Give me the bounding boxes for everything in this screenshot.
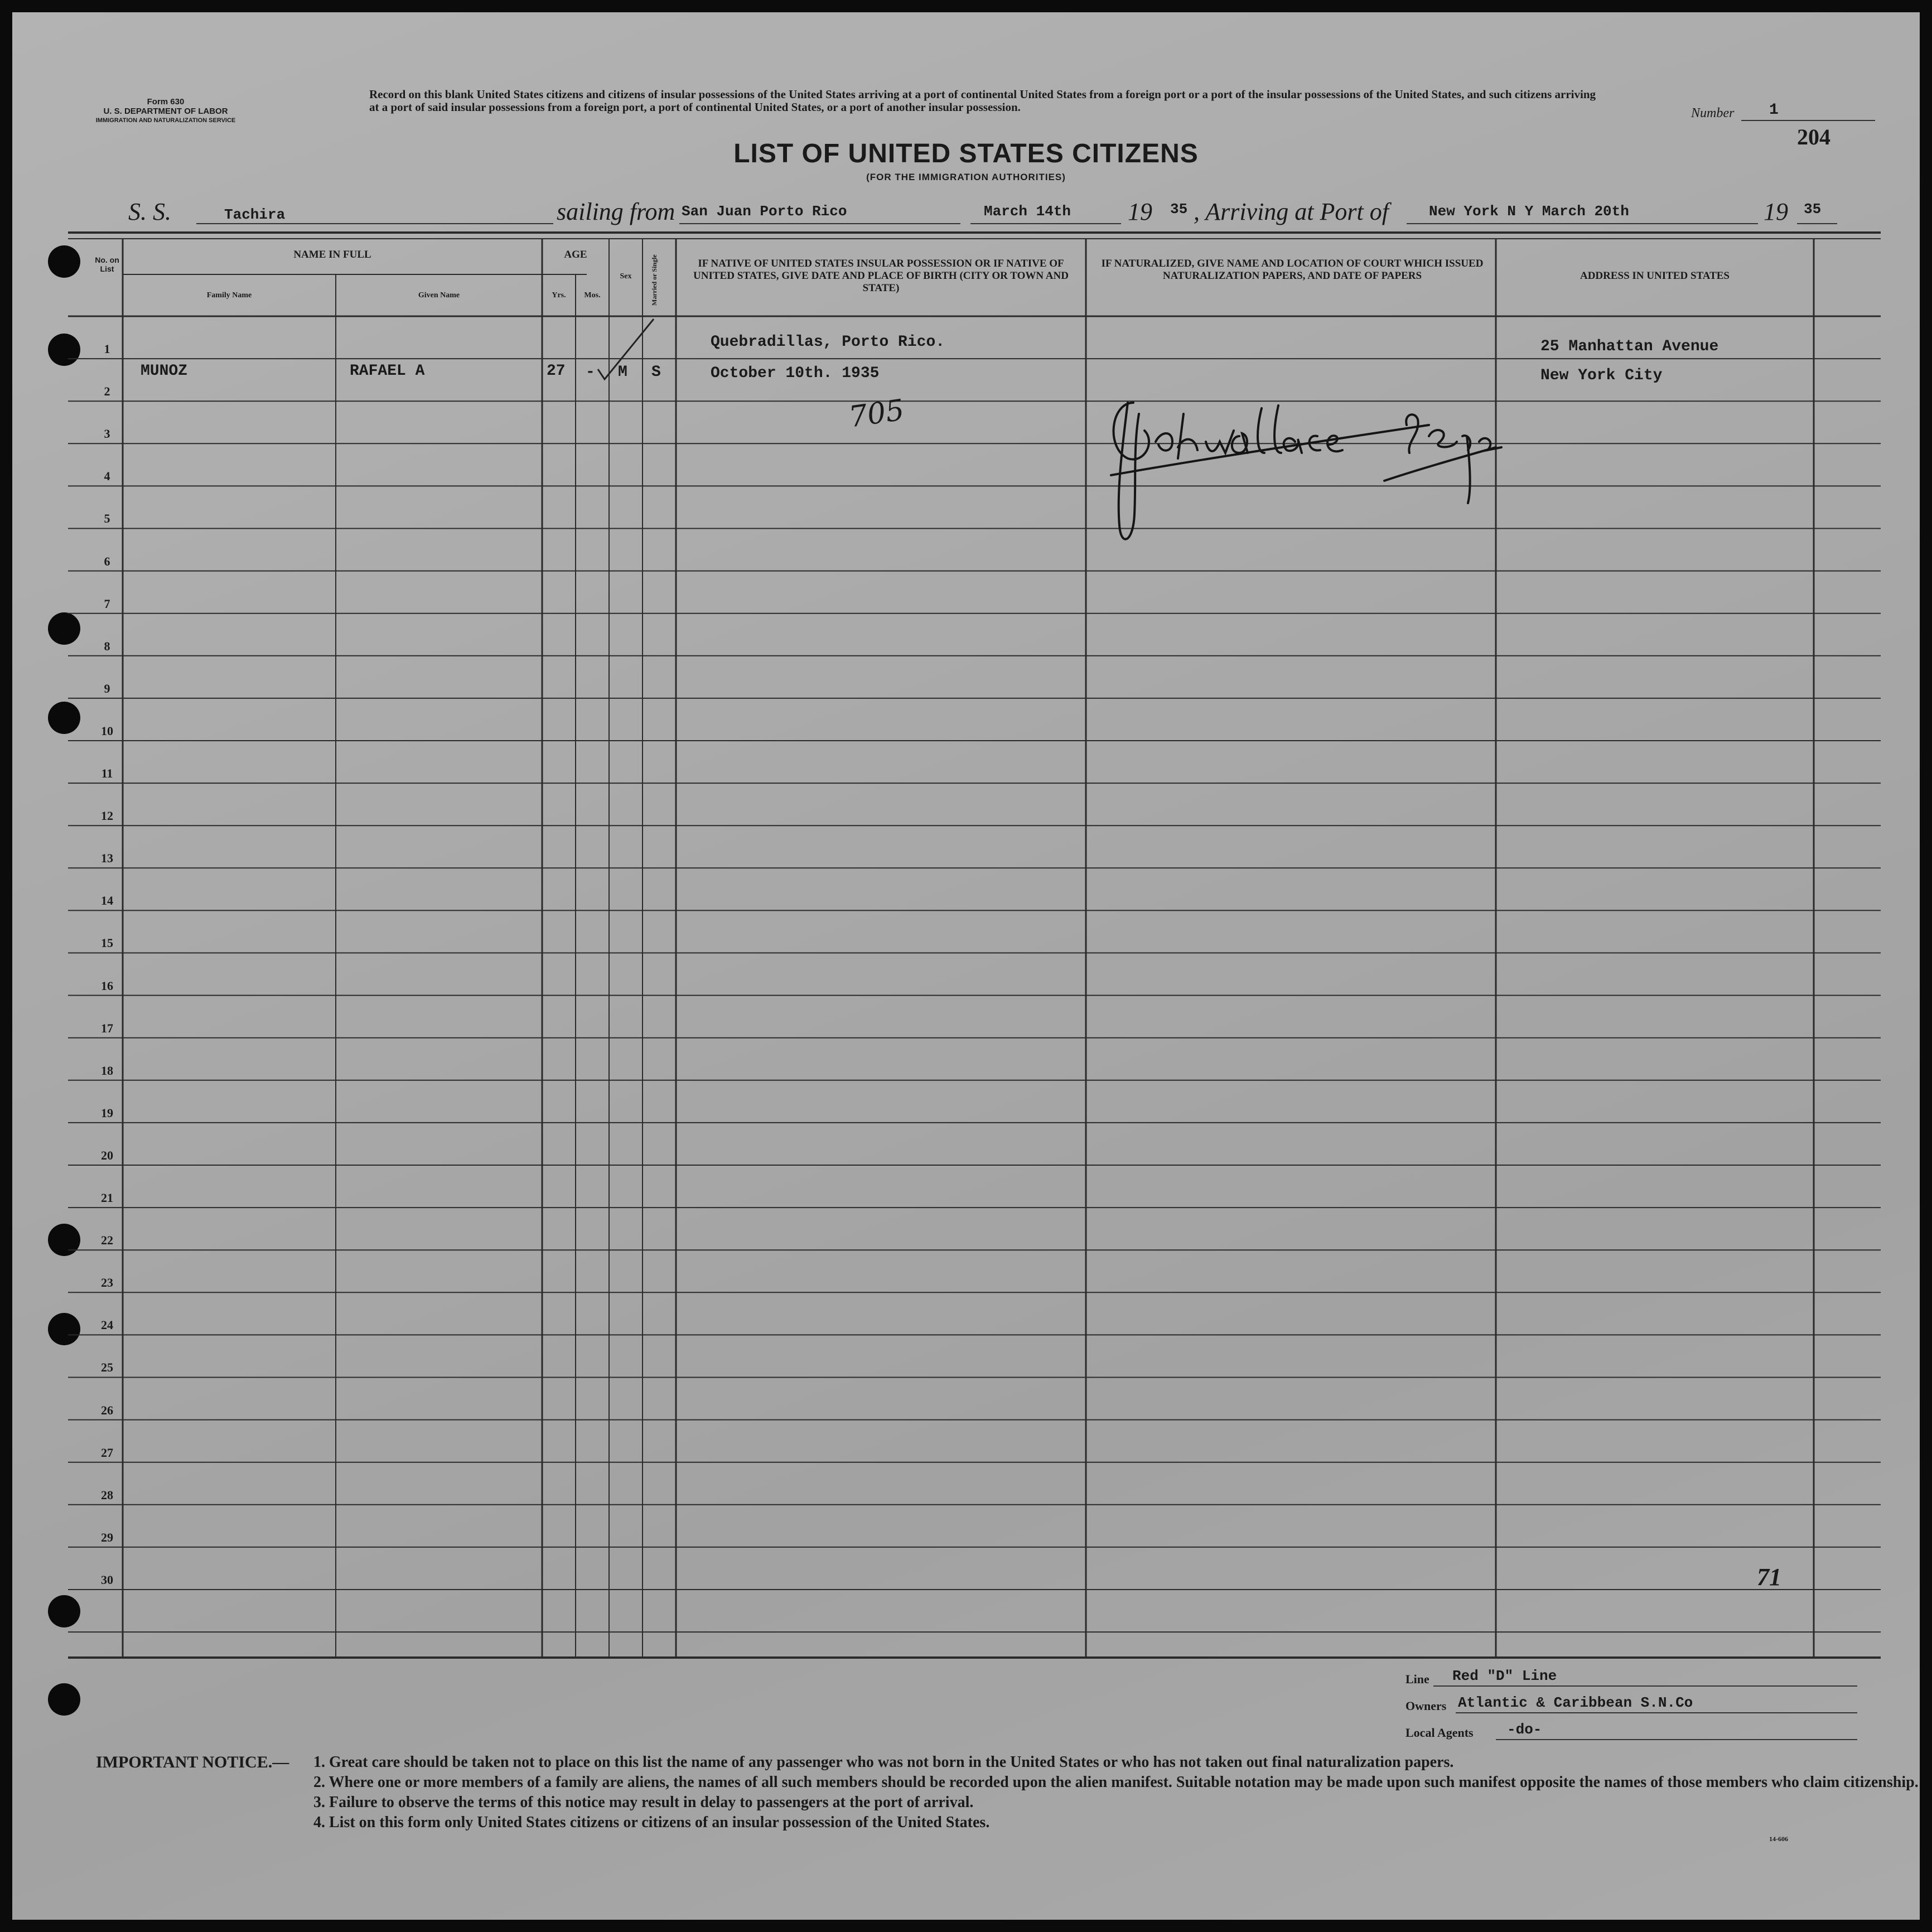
check-mark: [592, 313, 659, 386]
row-number: 25: [101, 1360, 113, 1375]
form-number: Form 630: [147, 97, 185, 107]
sailing-from-label: sailing from: [557, 198, 675, 225]
entry-marital-status: S: [651, 364, 661, 381]
col-age: AGE: [564, 249, 587, 260]
notice-items: [313, 1752, 1920, 1833]
col-yrs: Yrs.: [552, 291, 566, 300]
line-label: Line: [1405, 1672, 1429, 1686]
row-number: 22: [101, 1233, 113, 1248]
departure-date: March 14th: [984, 203, 1071, 220]
entry-birth-place: Quebradillas, Porto Rico.: [711, 334, 945, 351]
col-given-name: Given Name: [418, 291, 460, 300]
year-prefix: 19: [1128, 198, 1152, 225]
notice-item-2: 2. Where one or more members of a family are aliens, the names of all such members should be recorded upon the alien manifest. Suitable notation may be made upon such manifest opposite the names of those members who claim citizenship.: [313, 1774, 1919, 1791]
row-number: 17: [101, 1021, 113, 1035]
year-prefix-2: 19: [1764, 198, 1788, 225]
row-number: 18: [101, 1063, 113, 1078]
manifest-sheet: [12, 12, 1920, 1920]
row-number: 1: [104, 342, 110, 356]
col-mos: Mos.: [584, 291, 601, 300]
notice-item-4: 4. List on this form only United States citizens or citizens of an insular possession of the United States.: [313, 1814, 990, 1831]
row-number: 23: [101, 1276, 113, 1290]
col-native-info: IF NATIVE OF UNITED STATES INSULAR POSSESSION OR IF NATIVE OF UNITED STATES, GIVE DATE AND PLACE OF BIRTH (CITY OR TOWN AND STATE): [693, 258, 1069, 294]
col-family-name: Family Name: [206, 291, 252, 300]
entry-age-months: -: [586, 364, 595, 381]
line-value: Red "D" Line: [1452, 1668, 1557, 1684]
inspector-signature: [1094, 380, 1529, 553]
row-number: 19: [101, 1105, 113, 1120]
service-name: IMMIGRATION AND NATURALIZATION SERVICE: [95, 117, 236, 124]
row-number: 16: [101, 978, 113, 993]
row-number: 24: [101, 1318, 113, 1332]
row-number: 15: [101, 936, 113, 950]
row-number: 30: [101, 1572, 113, 1587]
owners-label: Owners: [1405, 1699, 1447, 1713]
form-print-code: 14-606: [1769, 1835, 1788, 1843]
entry-address-line2: New York City: [1540, 367, 1663, 384]
arriving-label: , Arriving at Port of: [1194, 198, 1389, 225]
row-lines: [68, 359, 1881, 1632]
col-name-in-full: NAME IN FULL: [293, 249, 371, 260]
departure-year: 35: [1170, 201, 1188, 218]
row-number: 29: [101, 1530, 113, 1544]
row-number: 14: [101, 893, 113, 908]
notice-item-3: 3. Failure to observe the terms of this notice may result in delay to passengers at the port of arrival.: [313, 1794, 974, 1811]
form-subtitle: (FOR THE IMMIGRATION AUTHORITIES): [866, 172, 1066, 182]
row-number: 8: [104, 639, 110, 653]
row-number: 9: [104, 681, 110, 695]
entry-age-years: 27: [547, 363, 566, 380]
form-title: LIST OF UNITED STATES CITIZENS: [733, 139, 1199, 168]
row-number: 6: [104, 554, 110, 568]
arrival-year: 35: [1804, 201, 1822, 218]
col-address: ADDRESS IN UNITED STATES: [1580, 270, 1730, 282]
handwritten-annotation: 705: [847, 393, 906, 434]
row-number: 5: [104, 511, 110, 526]
row-number: 4: [104, 469, 110, 484]
entry-address-line1: 25 Manhattan Avenue: [1540, 338, 1719, 355]
number-value: 1: [1769, 102, 1779, 119]
entry-birth-date: October 10th. 1935: [711, 365, 880, 382]
notice-item-1: 1. Great care should be taken not to place on this list the name of any passenger who was not born in the United States or who has not taken out final naturalization papers.: [313, 1754, 1454, 1771]
ship-name: Tachira: [224, 206, 286, 223]
row-number: 11: [101, 766, 113, 780]
notice-heading: IMPORTANT NOTICE.—: [96, 1753, 289, 1771]
row-number: 2: [104, 384, 110, 399]
row-number: 7: [104, 596, 110, 611]
col-sex: Sex: [620, 272, 632, 281]
entry-given-name: RAFAEL A: [350, 363, 425, 380]
ss-label: S. S.: [128, 198, 171, 225]
row-number: 21: [101, 1191, 113, 1205]
row-number: 12: [101, 809, 113, 823]
line-underline: [1433, 1685, 1857, 1687]
form-instructions: Record on this blank United States citizens and citizens of insular possessions of the United States arriving at a port of continental United States from a foreign port or a port of the insular possessions of the United States, and such citizens arriving at a port of said insular possessions from a foreign port, a port of continental United States, or a port of another insular possession.: [369, 88, 1596, 114]
agents-value: -do-: [1507, 1721, 1542, 1738]
row-number: 26: [101, 1403, 113, 1417]
page-mark: 71: [1757, 1563, 1781, 1591]
col-naturalized-info: IF NATURALIZED, GIVE NAME AND LOCATION OF COURT WHICH ISSUED NATURALIZATION PAPERS, AND DATE OF PAPERS: [1101, 258, 1484, 282]
row-number: 28: [101, 1487, 113, 1502]
department-name: U. S. DEPARTMENT OF LABOR: [103, 107, 228, 116]
row-number: 13: [101, 851, 113, 866]
col-married-single: Married or Single: [650, 254, 658, 306]
stamp-number: 204: [1797, 124, 1830, 149]
row-number: 3: [104, 427, 110, 441]
row-number: 10: [101, 723, 113, 738]
row-number: 20: [101, 1148, 113, 1162]
entry-family-name: MUNOZ: [141, 363, 188, 380]
owners-value: Atlantic & Caribbean S.N.Co: [1458, 1694, 1693, 1711]
col-no-on-list: No. on List: [95, 255, 119, 273]
owners-underline: [1456, 1712, 1857, 1713]
important-notice: [96, 1752, 1919, 1831]
agents-underline: [1496, 1739, 1857, 1740]
agents-label: Local Agents: [1405, 1726, 1474, 1740]
entry-sex: M: [618, 364, 627, 381]
arrival-port-date: New York N Y March 20th: [1429, 203, 1629, 220]
departure-port: San Juan Porto Rico: [682, 203, 847, 220]
row-number: 27: [101, 1445, 113, 1460]
number-label: Number: [1691, 106, 1735, 120]
